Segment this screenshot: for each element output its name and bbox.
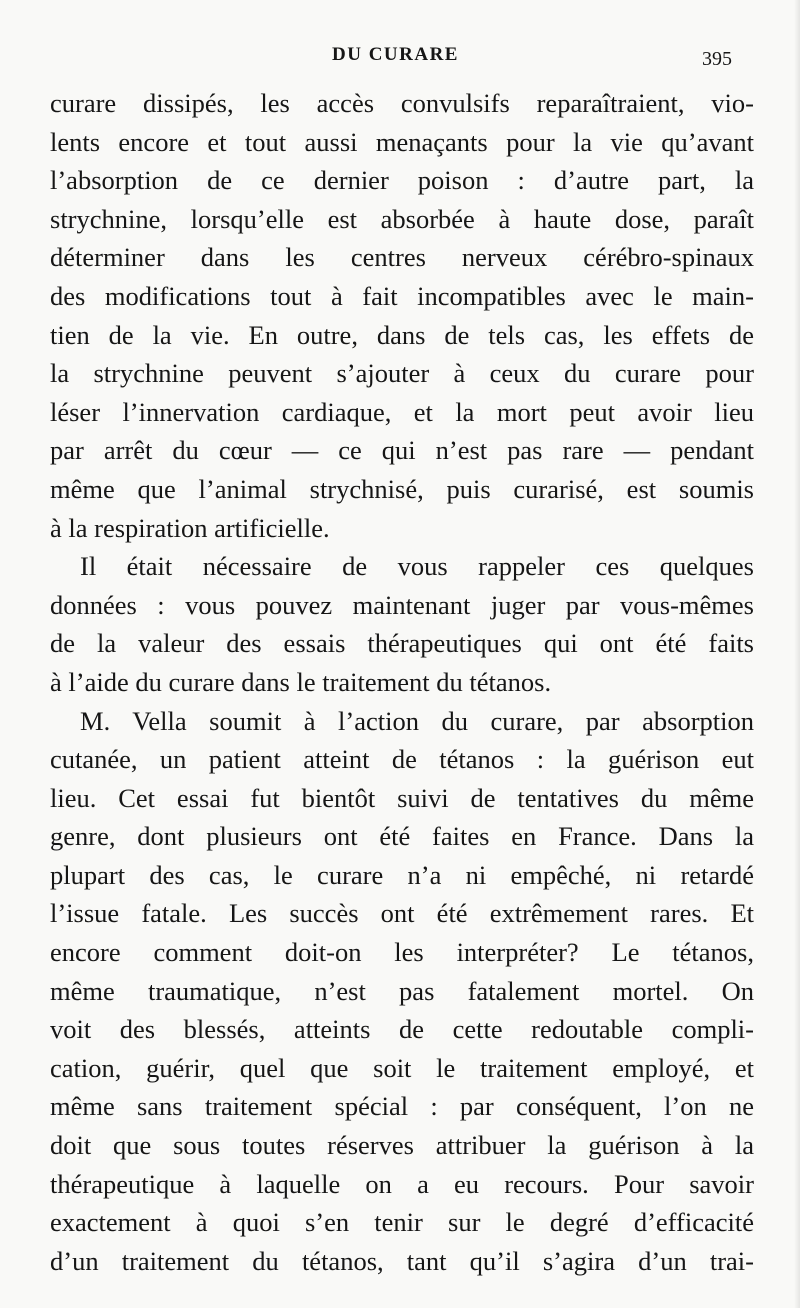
text-line: déterminer dans les centres nerveux cérébro-spinaux — [50, 242, 754, 273]
paragraph-start-line: M. Vella soumit à l’action du curare, par absorption — [80, 705, 754, 736]
text-line: même traumatique, n’est pas fatalement mortel. On — [50, 975, 754, 1006]
text-line: curare dissipés, les accès convulsifs reparaîtraient, vio- — [50, 88, 754, 118]
text-line: l’issue fatale. Les succès ont été extrêmement rares. Et — [50, 898, 754, 929]
running-header — [0, 44, 800, 74]
paragraph-start-line: Il était nécessaire de vous rappeler ces quelques — [80, 551, 754, 582]
text-line: des modifications tout à fait incompatibles avec le main- — [50, 280, 754, 311]
paragraph-end-line: à l’aide du curare dans le traitement du tétanos. — [50, 666, 552, 697]
text-line: exactement à quoi s’en tenir sur le degré d’efficacité — [50, 1207, 754, 1238]
text-line: strychnine, lorsqu’elle est absorbée à haute dose, paraît — [50, 203, 754, 234]
text-line: même que l’animal strychnisé, puis curarisé, est soumis — [50, 473, 754, 504]
text-line: l’absorption de ce dernier poison : d’autre part, la — [50, 165, 754, 196]
text-line: cutanée, un patient atteint de tétanos : la guérison eut — [50, 744, 754, 775]
text-line: lieu. Cet essai fut bientôt suivi de tentatives du même — [50, 782, 754, 813]
page-number: 395 — [702, 48, 732, 70]
text-line: cation, guérir, quel que soit le traitement employé, et — [50, 1052, 754, 1083]
text-line: par arrêt du cœur — ce qui n’est pas rare — pendant — [50, 435, 754, 466]
text-line: lents encore et tout aussi menaçants pour la vie qu’avant — [50, 126, 754, 157]
body-text — [50, 84, 754, 1280]
text-line: tien de la vie. En outre, dans de tels cas, les effets de — [50, 319, 754, 350]
text-line: encore comment doit-on les interpréter? Le tétanos, — [50, 937, 754, 968]
text-line: genre, dont plusieurs ont été faites en France. Dans la — [50, 821, 754, 852]
text-line: léser l’innervation cardiaque, et la mort peut avoir lieu — [50, 396, 754, 427]
text-line: la strychnine peuvent s’ajouter à ceux du curare pour — [50, 358, 754, 389]
text-line: thérapeutique à laquelle on a eu recours. Pour savoir — [50, 1168, 754, 1199]
text-line: données : vous pouvez maintenant juger par vous-mêmes — [50, 589, 754, 620]
text-line: doit que sous toutes réserves attribuer la guérison à la — [50, 1130, 754, 1161]
page-edge-shadow — [794, 0, 800, 1308]
text-line: de la valeur des essais thérapeutiques qui ont été faits — [50, 628, 754, 659]
text-line: plupart des cas, le curare n’a ni empêché, ni retardé — [50, 859, 754, 890]
text-line: même sans traitement spécial : par conséquent, l’on ne — [50, 1091, 754, 1122]
paragraph-end-line: à la respiration artificielle. — [50, 512, 330, 543]
text-line: voit des blessés, atteints de cette redoutable compli- — [50, 1014, 754, 1045]
text-line: d’un traitement du tétanos, tant qu’il s’agira d’un trai- — [50, 1245, 754, 1276]
running-title: DU CURARE — [332, 44, 459, 65]
